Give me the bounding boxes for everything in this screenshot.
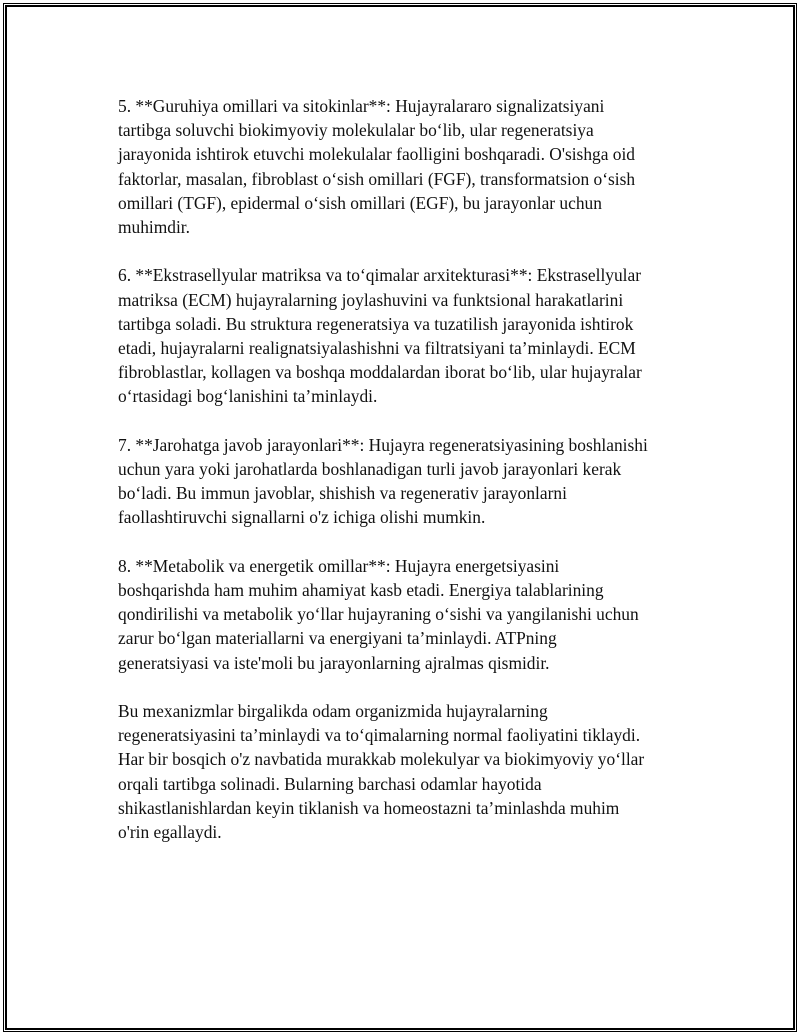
text-line: qondirilishi va metabolik yoʻllar hujayraning oʻsishi va yangilanishi uchun — [118, 604, 639, 625]
text-line: oʻrtasidagi bogʻlanishini taʼminlaydi. — [118, 386, 378, 407]
text-line: faktorlar, masalan, fibroblast oʻsish omillari (FGF), transformatsion oʻsish — [118, 168, 636, 189]
text-line: generatsiyasi va iste'moli bu jarayonlarning ajralmas qismidir. — [118, 652, 550, 673]
text-line: uchun yara yoki jarohatlarda boshlanadigan turli javob jarayonlari kerak — [118, 459, 622, 480]
text-line: 8. **Metabolik va energetik omillar**: Hujayra energetsiyasini — [118, 555, 560, 576]
text-line: 6. **Ekstrasellyular matriksa va toʻqimalar arxitekturasi**: Ekstrasellyular — [118, 265, 642, 286]
text-line: o'rin egallaydi. — [118, 822, 222, 843]
text-line: faollashtiruvchi signallarni o'z ichiga olishi mumkin. — [118, 507, 486, 528]
text-line: tartibga soladi. Bu struktura regeneratsiya va tuzatilish jarayonida ishtirok — [118, 313, 634, 334]
text-line: omillari (TGF), epidermal oʻsish omillari (EGF), bu jarayonlar uchun — [118, 192, 602, 213]
text-line: Har bir bosqich o'z navbatida murakkab molekulyar va biokimyoviy yoʻllar — [118, 749, 645, 770]
text-line: etadi, hujayralarni realignatsiyalashishni va filtratsiyani taʼminlaydi. ECM — [118, 338, 636, 359]
text-line: boshqarishda ham muhim ahamiyat kasb etadi. Energiya talablarining — [118, 580, 604, 601]
text-line: fibroblastlar, kollagen va boshqa moddalardan iborat boʻlib, ular hujayralar — [118, 362, 642, 383]
text-line: muhimdir. — [118, 217, 190, 238]
text-line: orqali tartibga solinadi. Bularning barchasi odamlar hayotida — [118, 773, 542, 794]
paragraph-metabolic-factors — [118, 554, 698, 675]
paragraph-growth-factors — [118, 94, 698, 239]
text-line: jarayonida ishtirok etuvchi molekulalar faolligini boshqaradi. O'sishga oid — [118, 144, 636, 165]
text-line: Bu mexanizmlar birgalikda odam organizmida hujayralarning — [118, 701, 548, 722]
paragraph-injury-response — [118, 433, 698, 530]
text-line: matriksa (ECM) hujayralarning joylashuvini va funktsional harakatlarini — [118, 289, 624, 310]
paragraph-conclusion — [118, 699, 698, 844]
text-line: tartibga soluvchi biokimyoviy molekulalar boʻlib, ular regeneratsiya — [118, 120, 594, 141]
text-line: 7. **Jarohatga javob jarayonlari**: Hujayra regeneratsiyasining boshlanishi — [118, 434, 648, 455]
document-body — [118, 94, 698, 868]
text-line: shikastlanishlardan keyin tiklanish va homeostazni taʼminlashda muhim — [118, 797, 620, 818]
text-line: 5. **Guruhiya omillari va sitokinlar**: Hujayralararo signalizatsiyani — [118, 96, 605, 116]
paragraph-extracellular-matrix — [118, 263, 698, 408]
text-line: boʻladi. Bu immun javoblar, shishish va regenerativ jarayonlarni — [118, 483, 567, 504]
text-line: zarur boʻlgan materiallarni va energiyani taʼminlaydi. ATPning — [118, 628, 557, 649]
text-line: regeneratsiyasini taʼminlaydi va toʻqimalarning normal faoliyatini tiklaydi. — [118, 725, 641, 746]
